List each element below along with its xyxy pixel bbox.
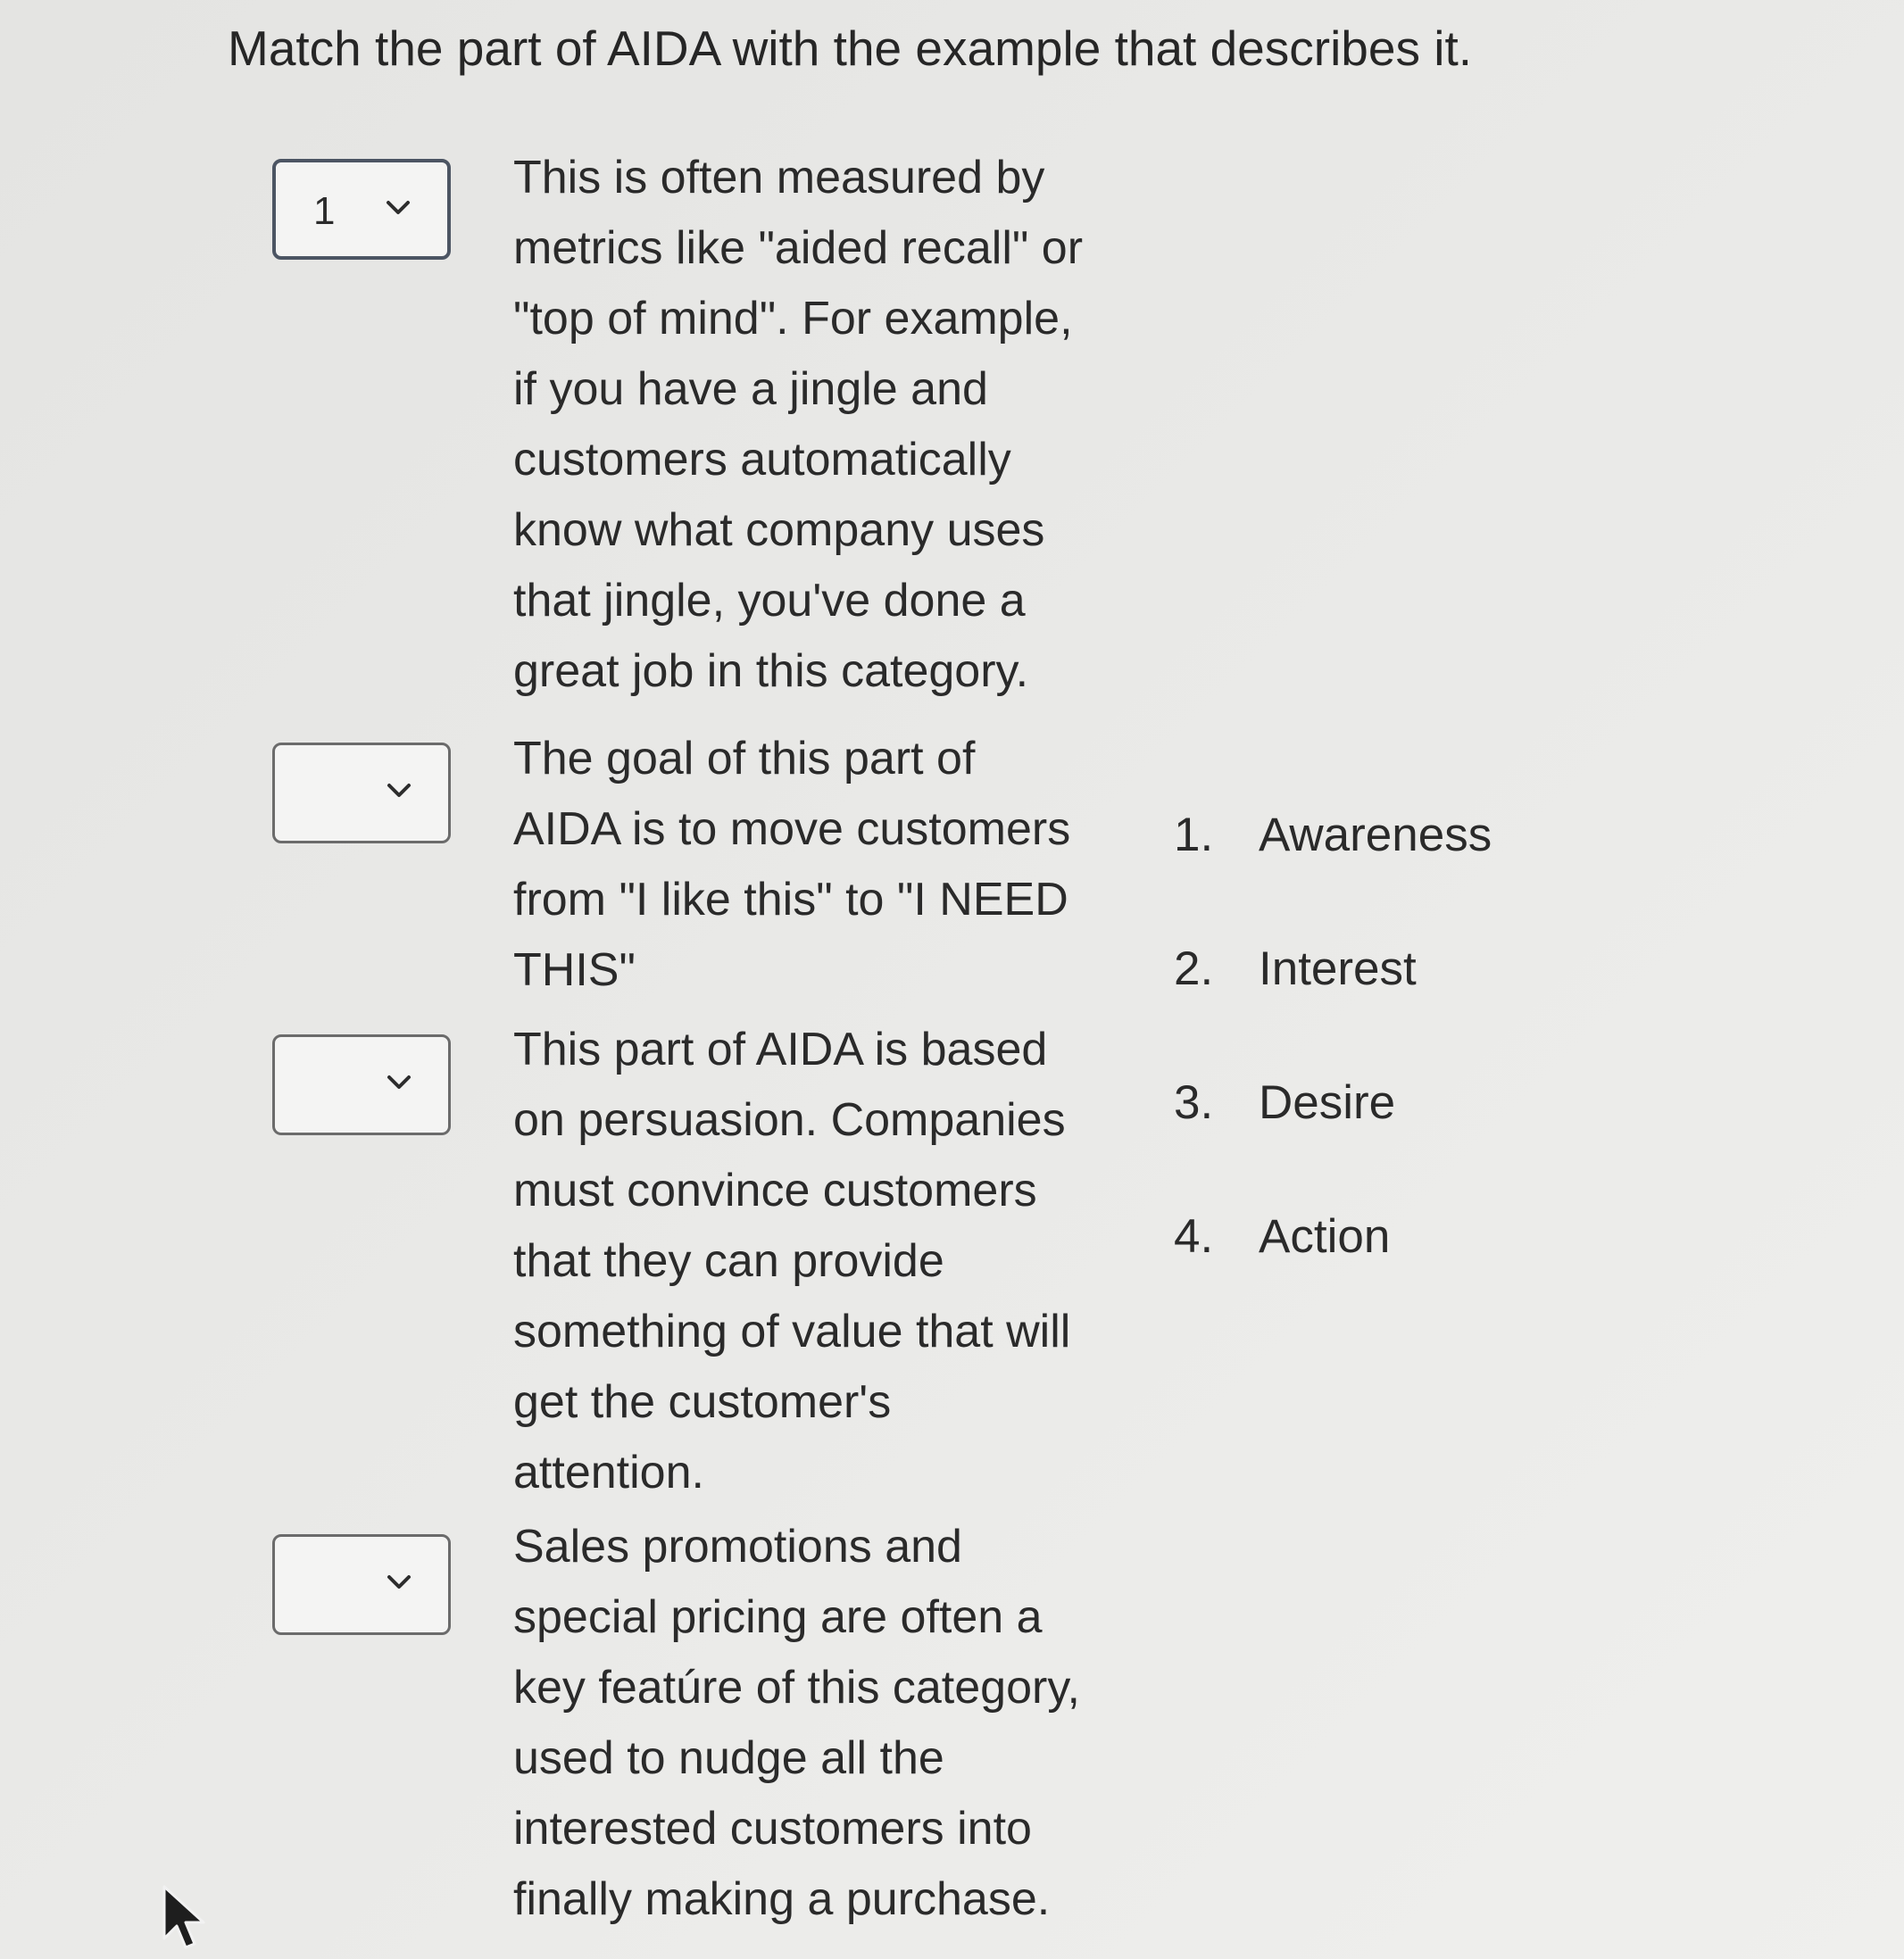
match-description-3: This part of AIDA is based on persuasion. Companies must convince customers that they can provide something of value that will get the customer's attention. bbox=[513, 1024, 1071, 1498]
answer-label: Interest bbox=[1259, 942, 1417, 995]
chevron-down-icon bbox=[386, 1073, 412, 1092]
match-description-4: Sales promotions and special pricing are often a key featúre of this category, used to nudge all the interested customers into finally making a purchase. bbox=[513, 1521, 1080, 1925]
chevron-down-icon bbox=[386, 781, 412, 801]
answer-select-4[interactable] bbox=[272, 1534, 451, 1635]
answer-number: 1. bbox=[1174, 809, 1214, 861]
chevron-down-icon bbox=[386, 1573, 412, 1592]
match-description-2: The goal of this part of AIDA is to move customers from "I like this" to "I NEED THIS" bbox=[513, 733, 1071, 996]
mouse-pointer-icon bbox=[161, 1883, 214, 1955]
answer-number: 2. bbox=[1174, 942, 1214, 995]
answer-label: Desire bbox=[1259, 1076, 1396, 1129]
select-value: 1 bbox=[313, 189, 336, 233]
answer-label: Action bbox=[1259, 1210, 1391, 1263]
match-description-1: This is often measured by metrics like "aided recall" or "top of mind". For example, if you have a jingle and customers automatically know what company uses that jingle, you've done a great job in this category. bbox=[513, 152, 1084, 697]
answer-select-1[interactable] bbox=[272, 159, 451, 260]
answer-select-3[interactable] bbox=[272, 1034, 451, 1135]
chevron-down-icon bbox=[385, 198, 412, 218]
question-title: Match the part of AIDA with the example that describes it. bbox=[228, 21, 1473, 76]
answer-number: 4. bbox=[1174, 1210, 1214, 1263]
answer-select-2[interactable] bbox=[272, 743, 451, 843]
answer-number: 3. bbox=[1174, 1076, 1214, 1129]
answer-label: Awareness bbox=[1259, 809, 1492, 861]
